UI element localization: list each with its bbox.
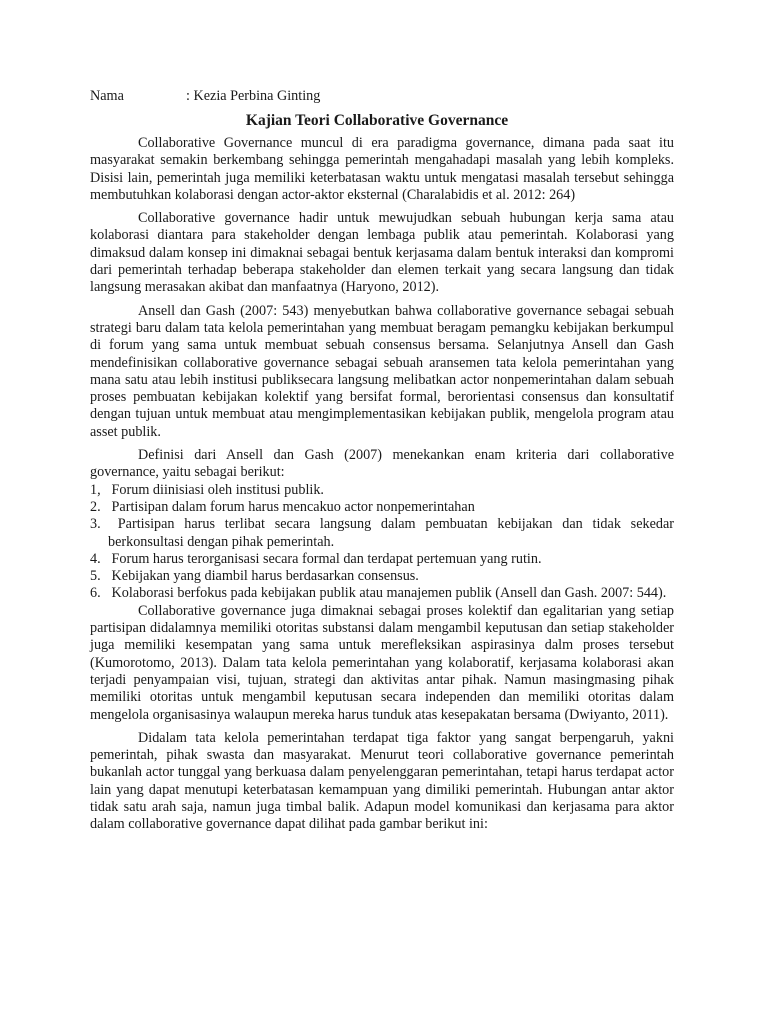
paragraph-6: Didalam tata kelola pemerintahan terdapat tiga faktor yang sangat berpengaruh, yakni pemerintah, pihak swasta dan masyarakat. Menurut teori collaborative governance pemerintah bukanlah actor tunggal yang berkuasa dalam penyelenggaran pemerintahan, tetapi harus terdapat actor lain yang dapat menutupi keterbatasan kemampuan yang dimiliki pemerintah. Hubungan antar aktor tidak satu arah saja, namun juga timbal balik. Adapun model komunikasi dan kerjasama para aktor dalam collaborative governance dapat dilihat pada gambar berikut ini: [90,729,674,833]
paragraph-3: Ansell dan Gash (2007: 543) menyebutkan bahwa collaborative governance sebagai sebuah strategi baru dalam tata kelola pemerintahan yang membuat beragam pemangku kebijakan berkumpul di forum yang sama untuk membuat sebuah consensus bersama. Selanjutnya Ansell dan Gash mendefinisikan collaborative governance sebagai sebuah aransemen tata kelola pemerintahan yang mana satu atau lebih institusi publiksecara langsung melibatkan actor nonpemerintahan dalam sebuah proses pembuatan kebijakan kolektif yang bersifat formal, berorientasi consensus dan konsultatif dengan tujuan untuk membuat atau mengimplementasikan kebijakan publik, mengelola program atau asset publik. [90,302,674,440]
paragraph-4: Definisi dari Ansell dan Gash (2007) menekankan enam kriteria dari collaborative governance, yaitu sebagai berikut: [90,447,674,481]
list-number: 1, [90,481,101,498]
list-item [90,499,674,516]
list-item [90,551,674,568]
name-line [90,87,674,105]
document-title: Kajian Teori Collaborative Governance [245,112,509,129]
list-number: 5. [90,568,101,585]
paragraph-1: Collaborative Governance muncul di era paradigma governance, dimana pada saat itu masyarakat semakin berkembang sehingga pemerintah mengahadapi masalah yang lebih kompleks. Disisi lain, pemerintah juga memiliki keterbatasan waktu untuk mengatasi masalah tersebut sehingga membutuhkan kolaborasi dengan actor-aktor eksternal (Charalabidis et al. 2012: 264) [90,135,674,203]
criteria-list [90,482,674,603]
paragraph-5: Collaborative governance juga dimaknai sebagai proses kolektif dan egalitarian yang setiap partisipan didalamnya memiliki otoritas substansi dalam mengambil keputusan dan setiap stakeholder juga memiliki kesempatan yang sama untuk merefleksikan aspirasinya dalm proses tersebut (Kumorotomo, 2013). Dalam tata kelola pemerintahan yang kolaboratif, kerjasama kolaborasi akan terjadi penyampaian visi, tujuan, strategi dan aktivitas antar pihak. Namun masingmasing pihak memiliki otoritas untuk mengambil keputusan secara independen dan memiliki otoritas dalam mengelola organisasinya walaupun mereka harus tunduk atas kesepakatan bersama (Dwiyanto, 2011). [90,602,674,723]
paragraph-2: Collaborative governance hadir untuk mewujudkan sebuah hubungan kerja sama atau kolaborasi diantara para stakeholder dengan lembaga publik atau pemerintah. Kolaborasi yang dimaksud dalam konsep ini dimaknai sebagai bentuk kerjasama dalam bentuk interaksi dan kompromi dari pemerintah terhadap beberapa stakeholder dan elemen terkait yang secara langsung dan tidak langsung merasakan akibat dan manfaatnya (Haryono, 2012). [90,210,674,296]
list-item [90,568,674,585]
name-label: Nama [90,88,124,104]
list-number: 4. [90,550,101,567]
list-text: Forum diinisiasi oleh institusi publik. [111,481,324,498]
list-number: 6. [90,585,101,602]
list-item [90,585,674,602]
list-text: Partisipan dalam forum harus mencakuo actor nonpemerintahan [111,498,475,515]
list-text: Kebijakan yang diambil harus berdasarkan consensus. [111,568,419,585]
list-text: Kolaborasi berfokus pada kebijakan publik atau manajemen publik (Ansell dan Gash. 2007: 544). [111,585,667,602]
list-item [90,482,674,499]
list-text: Forum harus terorganisasi secara formal dan terdapat pertemuan yang rutin. [111,550,542,567]
name-value: : Kezia Perbina Ginting [186,88,321,104]
list-item [90,516,674,551]
list-number: 3. [90,516,101,533]
list-text: Partisipan harus terlibat secara langsung dalam pembuatan kebijakan dan tidak sekedar berkonsultasi dengan pihak pemerintah. [108,516,675,550]
list-number: 2. [90,498,101,515]
